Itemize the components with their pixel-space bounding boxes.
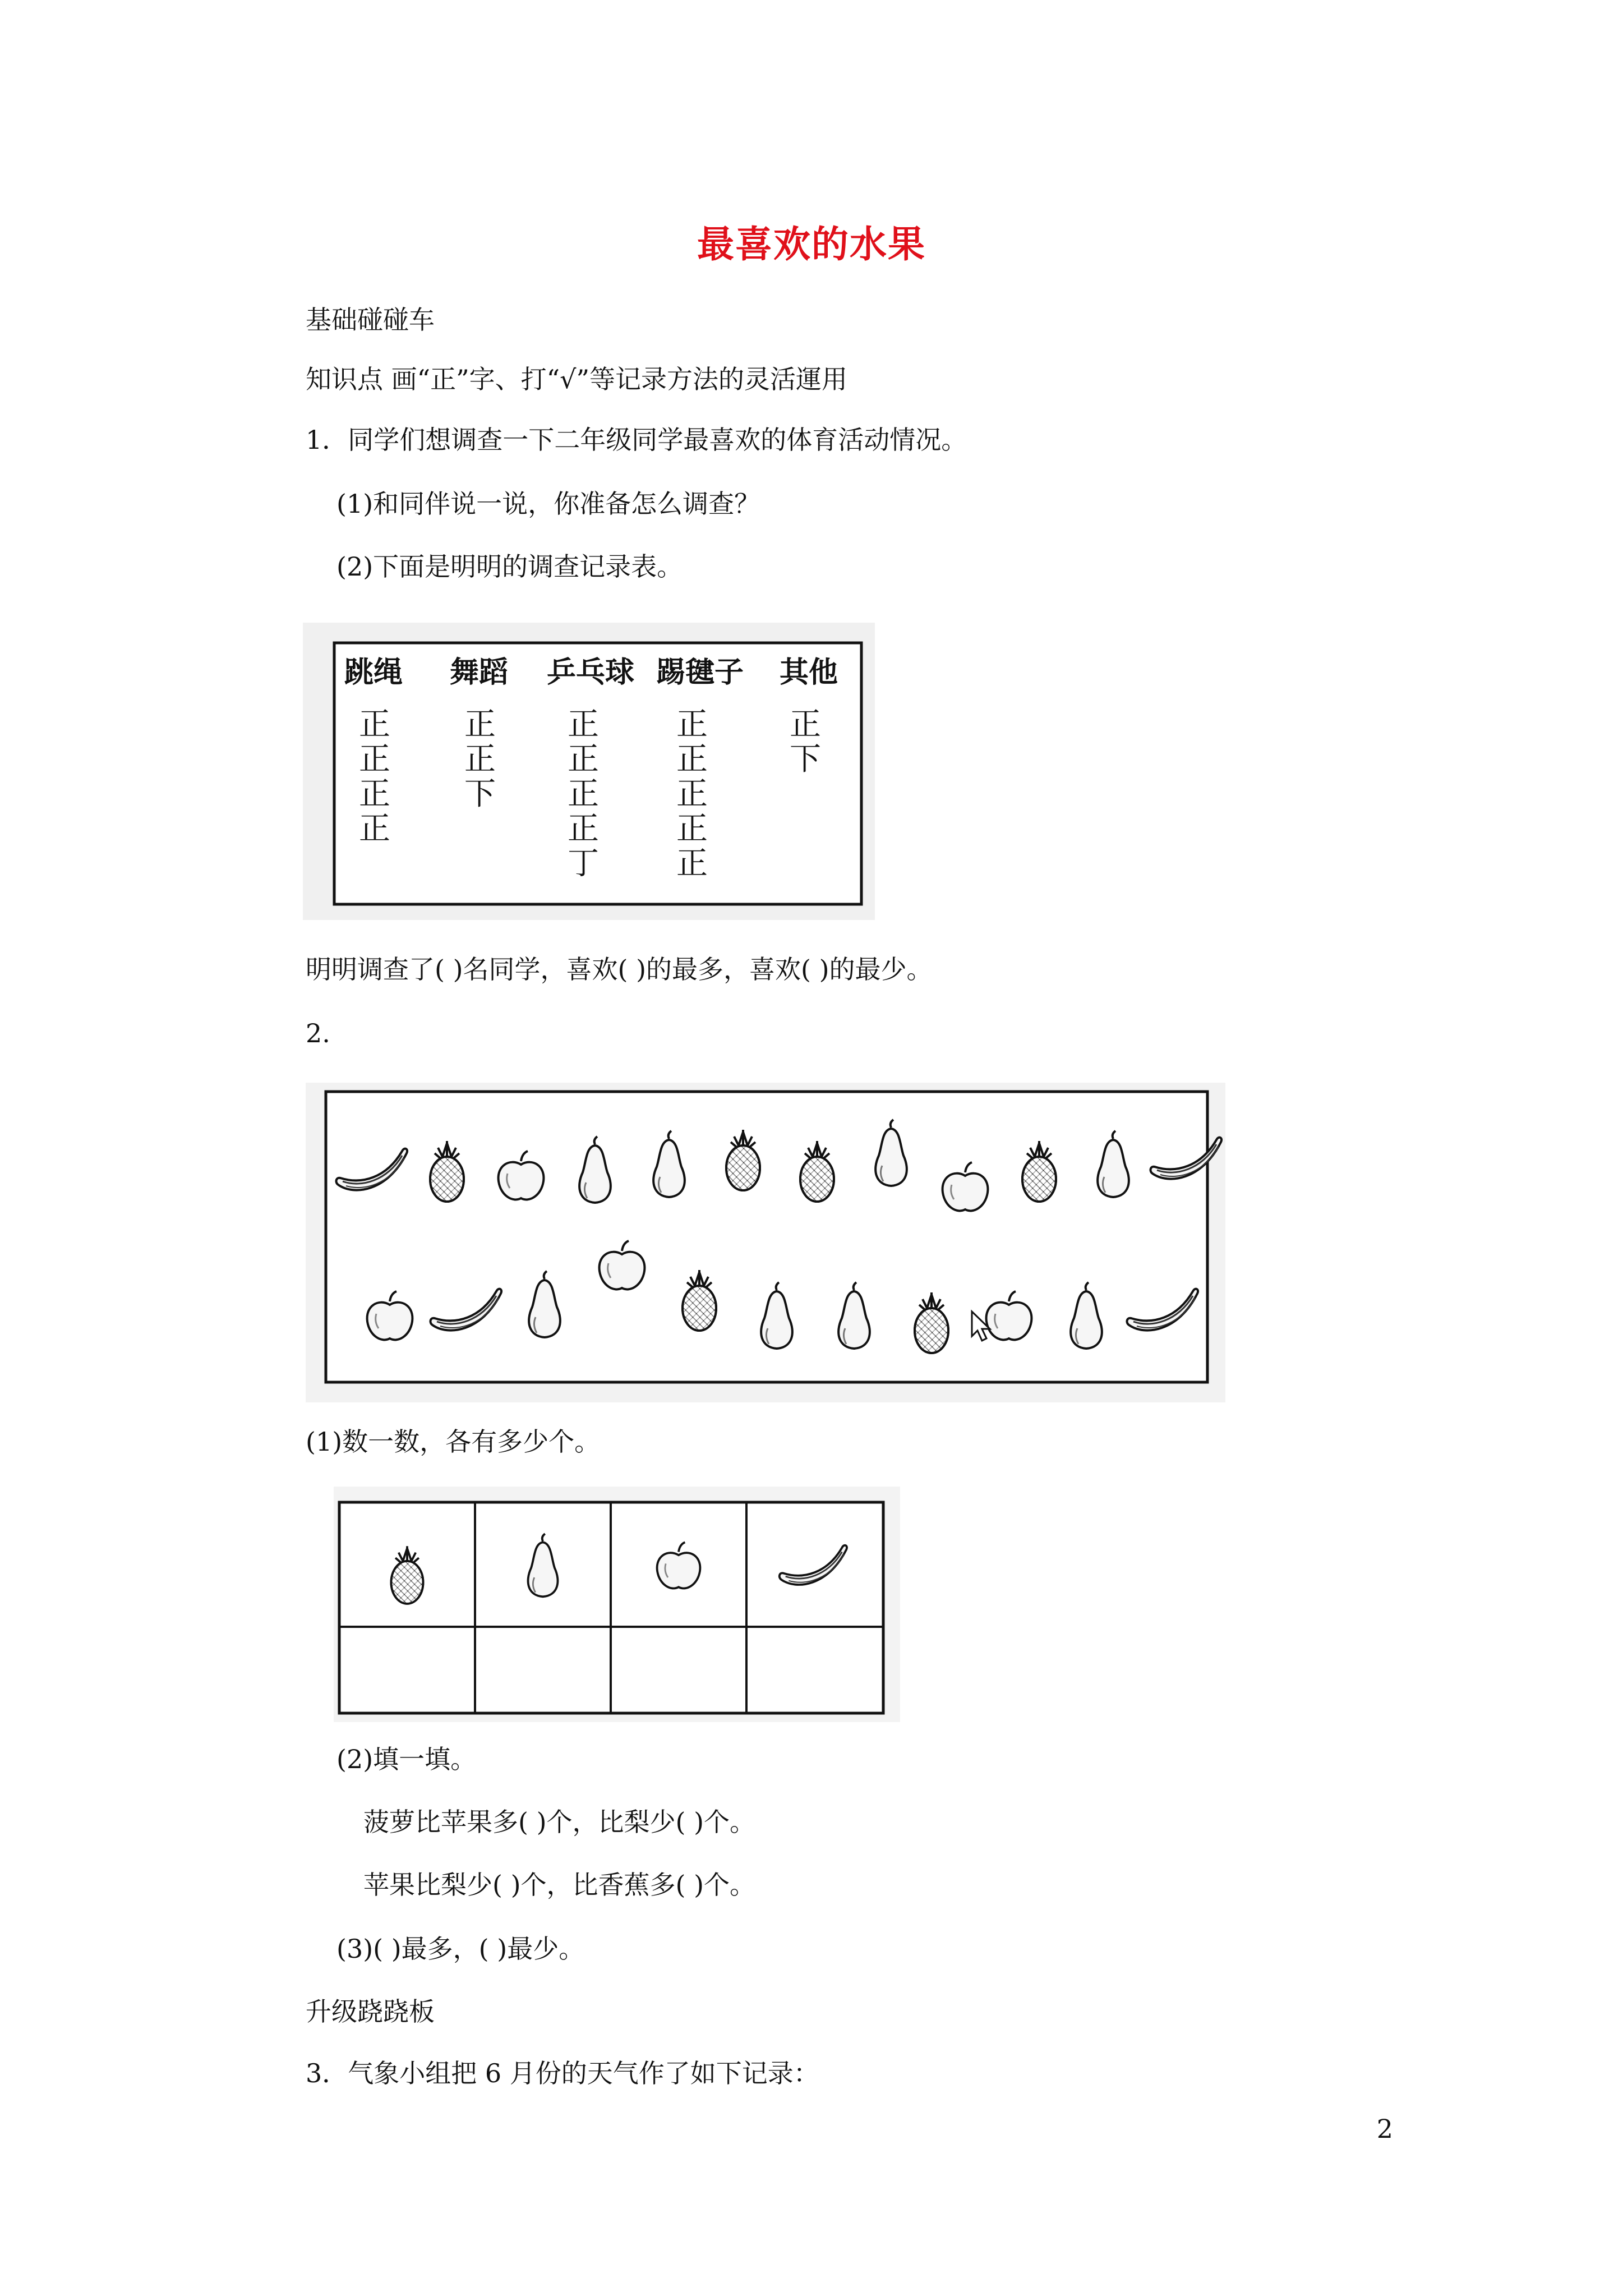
tally-header-0: 跳绳 bbox=[344, 656, 403, 689]
tally-mark: 正 bbox=[359, 741, 390, 777]
tally-mark: 正 bbox=[464, 706, 496, 743]
tally-header-1: 舞蹈 bbox=[450, 656, 509, 689]
tally-mark: 丁 bbox=[568, 845, 599, 882]
tally-mark: 正 bbox=[359, 776, 390, 812]
page-number: 2 bbox=[1376, 2114, 1393, 2144]
tally-mark: 正 bbox=[359, 811, 390, 847]
question-2-line-b: 苹果比梨少( )个，比香蕉多( )个。 bbox=[363, 1870, 756, 1900]
tally-mark: 正 bbox=[676, 741, 708, 777]
tally-mark: 正 bbox=[676, 776, 708, 812]
question-2-sub-1: (1)数一数，各有多少个。 bbox=[306, 1427, 601, 1457]
tally-mark: 正 bbox=[676, 706, 708, 743]
tally-header-3: 踢毽子 bbox=[656, 656, 744, 689]
tally-mark: 正 bbox=[676, 845, 708, 882]
question-2-sub-3: (3)( )最多，( )最少。 bbox=[336, 1934, 585, 1964]
question-1-fill: 明明调查了( )名同学，喜欢( )的最多，喜欢( )的最少。 bbox=[306, 954, 933, 984]
question-1-sub-2: (2)下面是明明的调查记录表。 bbox=[336, 551, 683, 582]
question-1-stem: 1．同学们想调查一下二年级同学最喜欢的体育活动情况。 bbox=[306, 425, 967, 455]
tally-mark: 正 bbox=[568, 776, 599, 812]
tally-table bbox=[303, 623, 875, 920]
section-heading-basic: 基础碰碰车 bbox=[306, 305, 435, 335]
fruit-picture bbox=[306, 1083, 1225, 1402]
tally-mark: 正 bbox=[790, 706, 821, 743]
tally-mark: 下 bbox=[464, 776, 496, 812]
question-1-sub-1: (1)和同伴说一说，你准备怎么调查？ bbox=[336, 489, 760, 519]
question-2-sub-2: (2)填一填。 bbox=[336, 1744, 477, 1774]
tally-header-2: 乒乓球 bbox=[547, 656, 635, 689]
tally-mark: 正 bbox=[464, 741, 496, 777]
tally-mark: 正 bbox=[359, 706, 390, 743]
tally-mark: 正 bbox=[568, 741, 599, 777]
question-2-label: 2. bbox=[306, 1018, 330, 1048]
page-title: 最喜欢的水果 bbox=[697, 222, 926, 266]
knowledge-point: 知识点 画“正”字、打“√”等记录方法的灵活運用 bbox=[306, 364, 847, 394]
question-2-line-a: 菠萝比苹果多( )个，比梨少( )个。 bbox=[363, 1807, 756, 1837]
tally-mark: 正 bbox=[568, 706, 599, 743]
tally-header-4: 其他 bbox=[780, 656, 838, 689]
section-heading-advanced: 升级跷跷板 bbox=[306, 1996, 435, 2027]
tally-mark: 正 bbox=[676, 811, 708, 847]
question-3-stem: 3．气象小组把 6 月份的天气作了如下记录： bbox=[306, 2058, 819, 2088]
tally-mark: 正 bbox=[568, 811, 599, 847]
count-table bbox=[334, 1487, 900, 1722]
tally-mark: 下 bbox=[790, 741, 821, 777]
